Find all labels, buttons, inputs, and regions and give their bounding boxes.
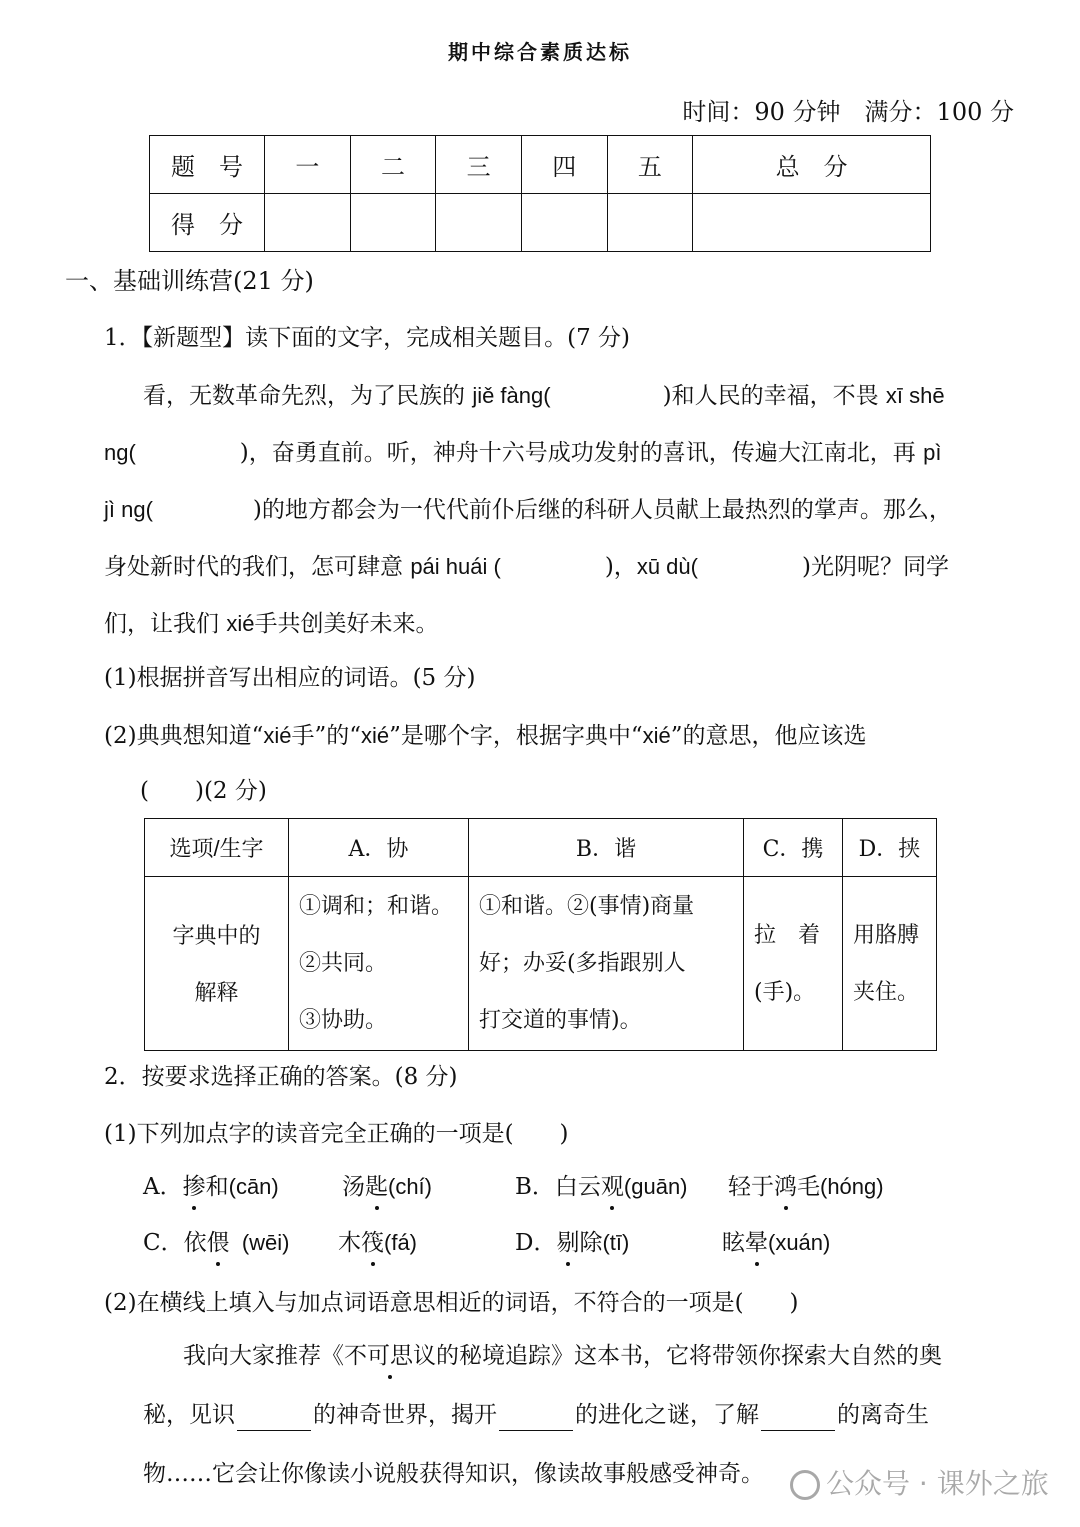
watermark-text: 公众号 · 课外之旅 [826, 1467, 1049, 1500]
question-text: (2)典典想知道“ [104, 723, 264, 749]
option-word: 和 [205, 1174, 229, 1200]
passage-text: 看，无数革命先烈，为了民族的 [143, 383, 473, 409]
score-input-cell[interactable] [350, 194, 436, 252]
question-2-prompt: 2．按要求选择正确的答案。(8 分) [104, 1064, 458, 1090]
watermark [790, 1462, 1049, 1502]
option-label: D． [515, 1230, 557, 1256]
pinyin: xī shē [885, 383, 945, 408]
pinyin: xié [263, 723, 292, 748]
pinyin: (chí) [388, 1174, 432, 1199]
dictionary-table [144, 818, 937, 1051]
sub-question-1: (1)根据拼音写出相应的词语。(5 分) [104, 665, 476, 691]
dict-header-cell: A．协 [289, 819, 469, 877]
dict-definition-line: ②共同。 [299, 951, 388, 976]
dotted-char: 鸿 [774, 1171, 797, 1203]
dotted-char: 匙 [365, 1171, 388, 1203]
wechat-logo-icon [790, 1470, 820, 1500]
dict-definition-line: 打交道的事情)。 [479, 1008, 642, 1033]
dict-cell-b [469, 877, 744, 1051]
fill-blank[interactable] [761, 1404, 835, 1431]
reading-text: 我向大家推荐《 [183, 1343, 344, 1369]
dict-definition-line: ①和谐。②(事情)商量 [479, 894, 695, 919]
dict-row-label-line: 字典中的 [172, 922, 261, 948]
sub-question-2 [104, 720, 867, 752]
pinyin: xié [642, 723, 671, 748]
dict-definition-line: 夹住。 [853, 979, 920, 1005]
pinyin: xié [226, 611, 255, 636]
dict-row-label-line: 解释 [194, 979, 239, 1005]
passage-text: )光阴呢？同学 [801, 554, 949, 580]
reading-line-1 [183, 1340, 942, 1372]
option-label: A． [143, 1174, 183, 1200]
dict-header-cell: D．挟 [843, 819, 937, 877]
reading-text: 的离奇生 [837, 1402, 929, 1428]
passage-line-1 [143, 380, 945, 412]
pinyin: (fá) [384, 1230, 417, 1255]
pinyin: pì [923, 440, 942, 465]
option-word: 依 [183, 1230, 207, 1256]
dict-cell-a [289, 877, 469, 1051]
score-table [149, 135, 931, 252]
reading-text: 秘，见识 [143, 1402, 235, 1428]
question-1-prompt: 1．【新题型】读下面的文字，完成相关题目。(7 分) [104, 325, 631, 351]
dict-definition-line: ①调和；和谐。 [299, 894, 454, 919]
question-2-sub-1: (1)下列加点字的读音完全正确的一项是( ) [104, 1121, 569, 1147]
answer-choice-blank[interactable]: ( )(2 分) [140, 778, 267, 804]
dict-header-cell: 选项/生字 [145, 819, 289, 877]
passage-text: 手共创美好未来。 [254, 611, 439, 637]
option-a-word-2 [342, 1171, 432, 1203]
exam-time-info: 时间：90 分钟 满分：100 分 [682, 98, 1014, 126]
score-cell: 一 [265, 136, 351, 194]
score-cell: 五 [607, 136, 693, 194]
option-label: C． [143, 1230, 184, 1256]
pinyin: pái huái ( [410, 554, 501, 579]
score-cell: 题 号 [150, 136, 265, 194]
option-c-word-2 [338, 1227, 417, 1259]
pinyin: ng( [104, 440, 136, 465]
page-title: 期中综合素质达标 [448, 40, 632, 64]
dict-cell-d [843, 877, 937, 1051]
passage-text: )，奋勇直前。听，神舟十六号成功发射的喜讯，传遍大江南北，再 [239, 440, 924, 466]
passage-line-5 [104, 608, 438, 640]
option-d-word-2 [722, 1227, 830, 1259]
question-text: ”是哪个字，根据字典中“ [389, 723, 643, 749]
dotted-char: 掺 [183, 1171, 206, 1203]
option-label: B． [515, 1174, 555, 1200]
score-cell: 三 [436, 136, 522, 194]
option-d[interactable] [515, 1227, 629, 1259]
score-cell: 四 [521, 136, 607, 194]
score-input-cell[interactable] [693, 194, 931, 252]
option-c[interactable] [143, 1227, 290, 1259]
pinyin: (guān) [623, 1174, 688, 1199]
option-word: 除 [579, 1230, 603, 1256]
option-b[interactable] [515, 1171, 688, 1203]
dictionary-body-row [145, 877, 937, 1051]
score-row-label: 得 分 [150, 194, 265, 252]
dict-definition-line: (手)。 [754, 979, 816, 1005]
question-text: ”的意思，他应该选 [670, 723, 867, 749]
option-word: 眩 [722, 1230, 745, 1256]
passage-text: )和人民的幸福，不畏 [662, 383, 886, 409]
reading-text: 的神奇世界，揭开 [313, 1402, 497, 1428]
fill-blank[interactable] [237, 1404, 311, 1431]
pinyin: xié [361, 723, 390, 748]
passage-line-4 [104, 551, 949, 583]
dict-definition-line: 拉 着 [754, 922, 821, 948]
dotted-char: 观 [601, 1171, 624, 1203]
score-input-cell[interactable] [521, 194, 607, 252]
pinyin: jì ng( [104, 497, 153, 522]
score-table-score-row [150, 194, 931, 252]
score-input-cell[interactable] [436, 194, 522, 252]
question-text: 手”的“ [291, 723, 361, 749]
dict-header-cell: B．谐 [469, 819, 744, 877]
passage-text: )， [604, 554, 637, 580]
option-b-word-2 [728, 1171, 884, 1203]
option-word: 轻于 [728, 1174, 774, 1200]
passage-text: )的地方都会为一代代前仆后继的科研人员献上最热烈的掌声。那么， [252, 497, 952, 523]
score-input-cell[interactable] [265, 194, 351, 252]
option-word: 白云 [554, 1174, 601, 1200]
pinyin: xū dù( [636, 554, 698, 579]
fill-blank[interactable] [499, 1404, 573, 1431]
passage-text: 们，让我们 [104, 611, 227, 637]
dict-cell-c [744, 877, 843, 1051]
dictionary-header-row [145, 819, 937, 877]
pinyin: (tī) [602, 1230, 630, 1255]
dotted-word [344, 1343, 436, 1369]
reading-line-3: 物……它会让你像读小说般获得知识，像读故事般感受神奇。 [143, 1461, 764, 1487]
score-table-header-row [150, 136, 931, 194]
option-word: 毛 [797, 1174, 820, 1200]
reading-text: 的秘境追踪》这本书，它将带领你探索大自然的奥 [436, 1343, 942, 1369]
score-input-cell[interactable] [607, 194, 693, 252]
pinyin: (xuán) [768, 1230, 831, 1255]
dotted-char: 筏 [361, 1227, 384, 1259]
reading-text: 的进化之谜，了解 [575, 1402, 759, 1428]
dotted-phrase: 不可思议 [344, 1340, 436, 1372]
option-word: 木 [338, 1230, 361, 1256]
dict-definition-line: ③协助。 [299, 1008, 388, 1033]
pinyin: jiě fàng( [472, 383, 551, 408]
question-2-sub-2: (2)在横线上填入与加点词语意思相近的词语，不符合的一项是( ) [104, 1290, 799, 1316]
pinyin: (wēi) [229, 1230, 290, 1255]
option-word: 汤 [342, 1174, 365, 1200]
score-cell: 二 [350, 136, 436, 194]
passage-line-3 [104, 494, 952, 526]
dotted-char: 剔 [556, 1227, 579, 1259]
passage-text: 身处新时代的我们，怎可肆意 [104, 554, 411, 580]
dict-header-cell: C．携 [744, 819, 843, 877]
passage-line-2 [104, 437, 941, 469]
pinyin: (cān) [228, 1174, 279, 1199]
dict-definition-line: 好；办妥(多指跟别人 [479, 951, 686, 976]
section-heading: 一、基础训练营(21 分) [65, 267, 314, 295]
dict-definition-line: 用胳膊 [853, 922, 920, 948]
dict-row-label [145, 877, 289, 1051]
option-a[interactable] [143, 1171, 279, 1203]
dotted-char: 晕 [745, 1227, 768, 1259]
dotted-char: 偎 [207, 1227, 230, 1259]
pinyin: (hóng) [820, 1174, 884, 1199]
score-cell: 总 分 [693, 136, 931, 194]
reading-line-2 [143, 1399, 929, 1431]
